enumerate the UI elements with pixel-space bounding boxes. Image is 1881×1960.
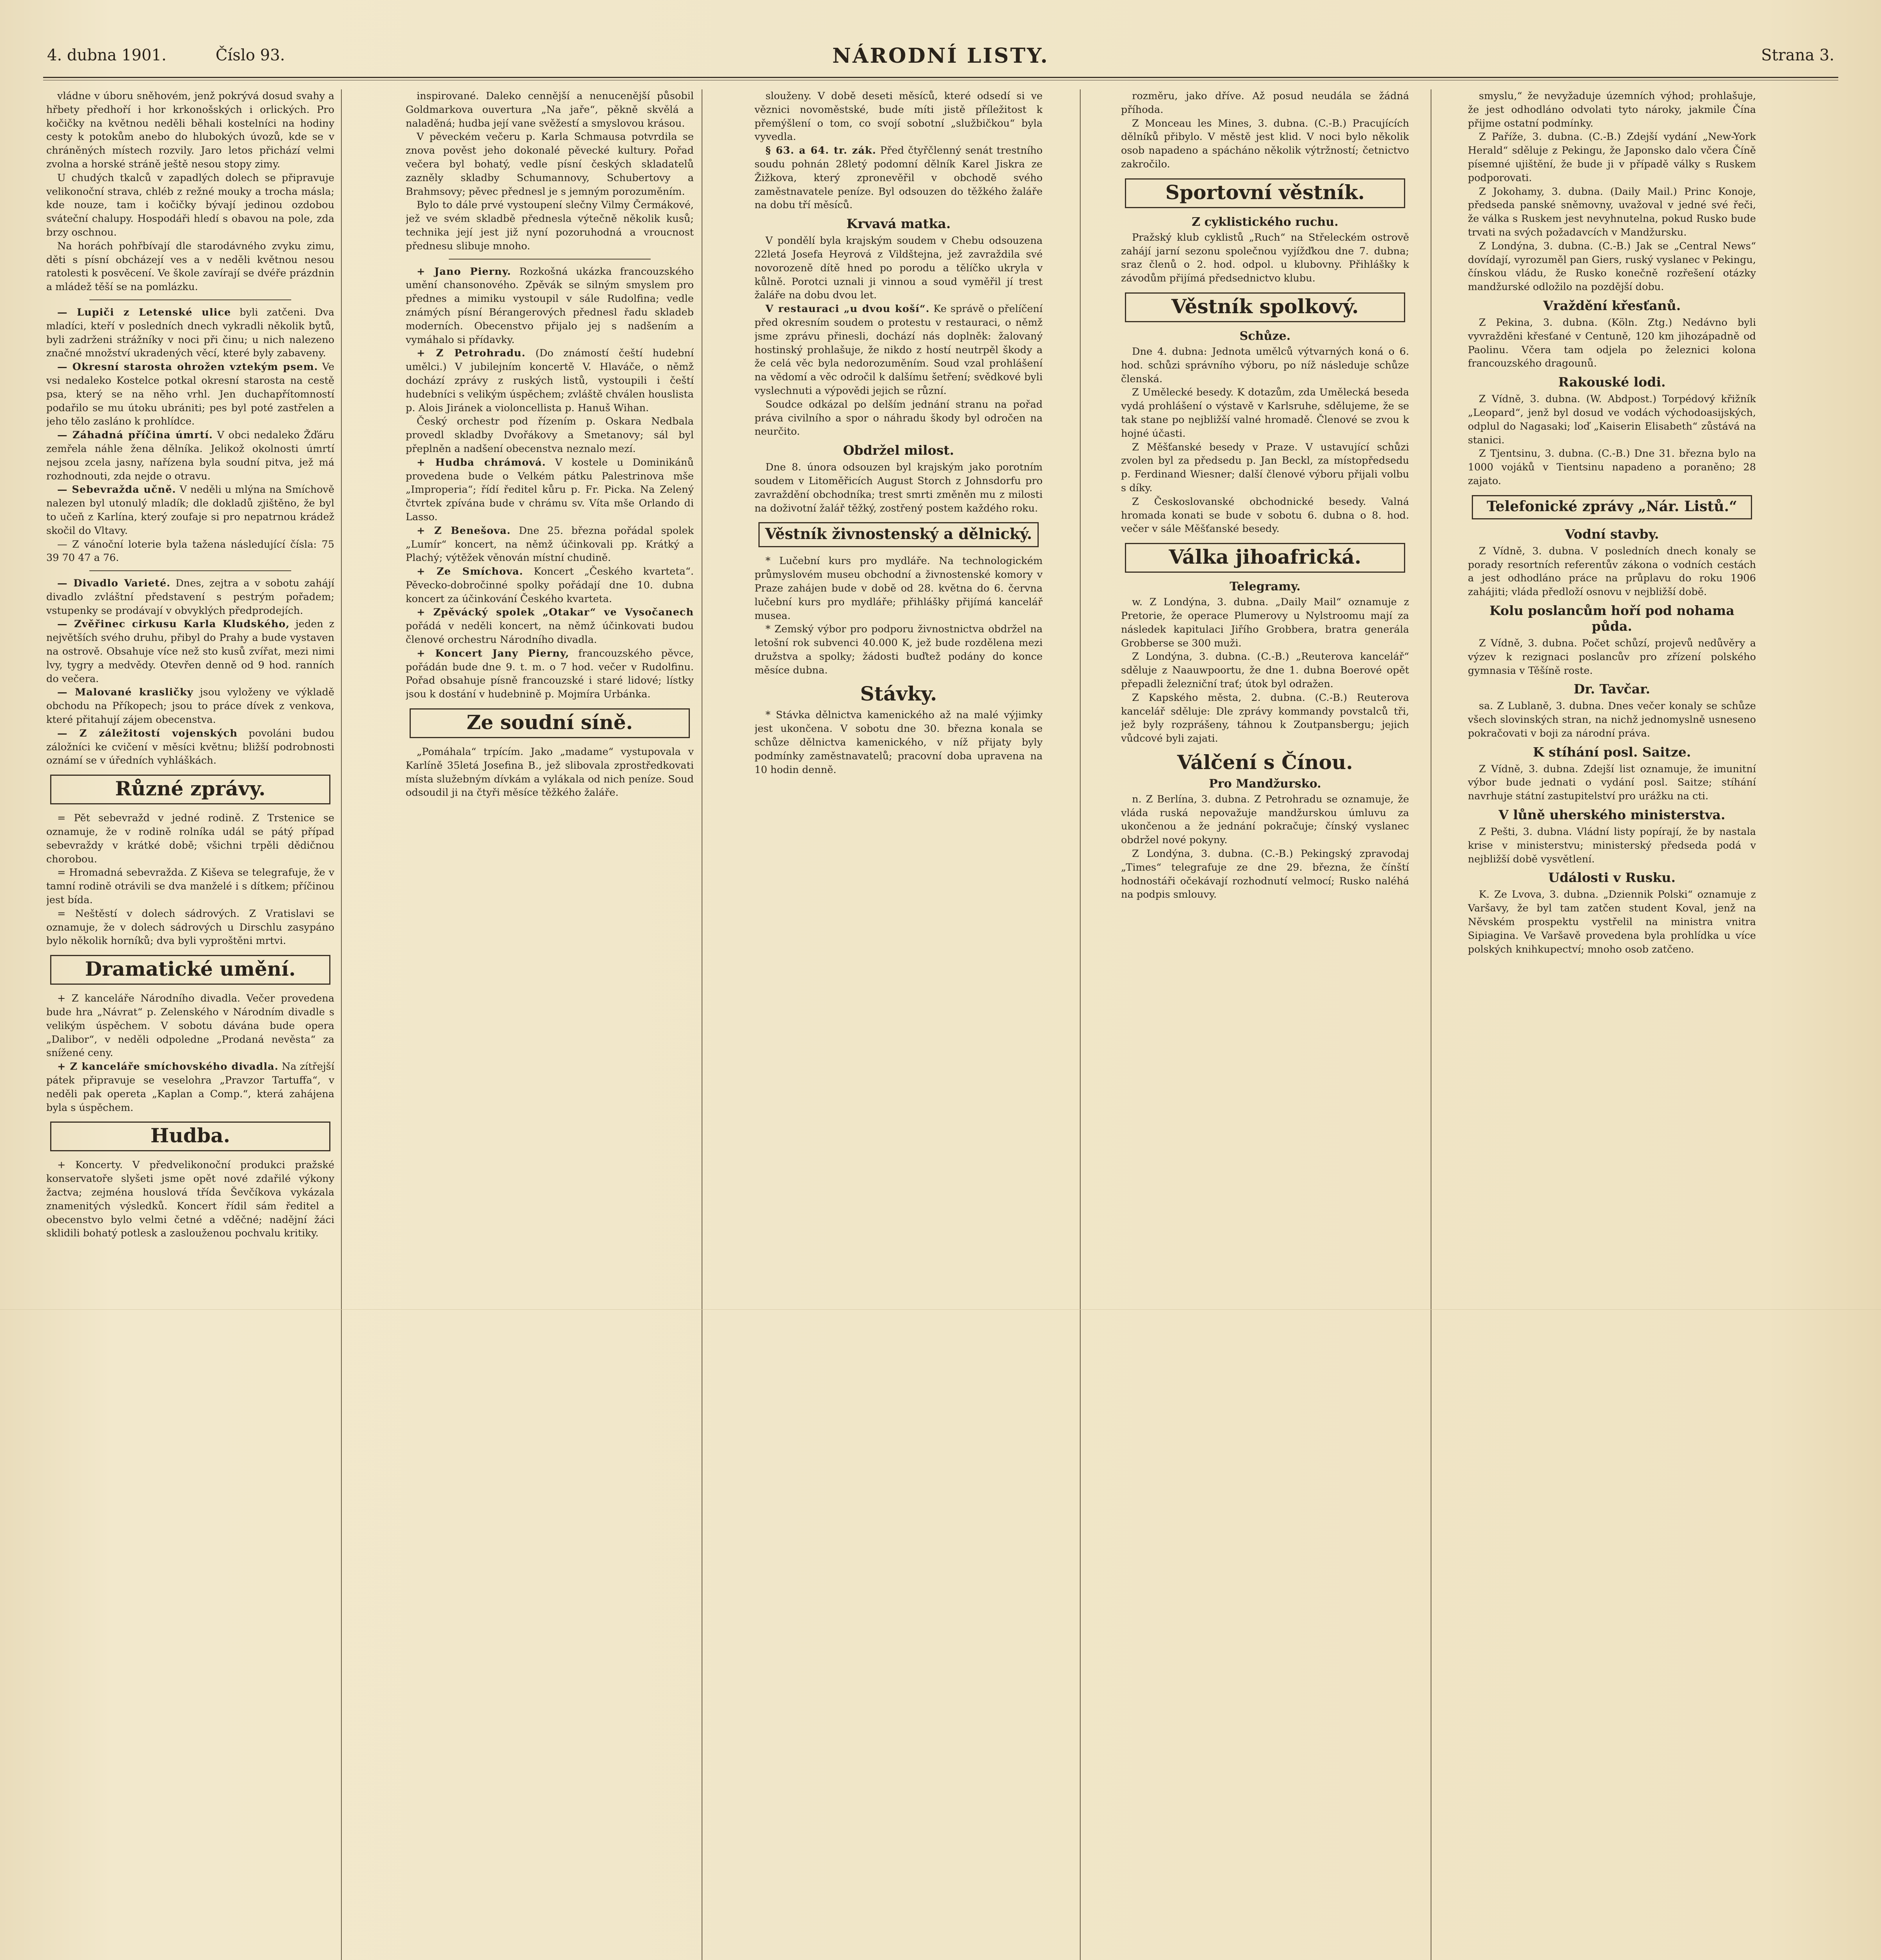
article-heading: Dr. Tavčar. bbox=[1573, 681, 1651, 697]
paragraph: Z Vídně, 3. dubna. (W. Abdpost.) Torpédový křižník „Leopard“, jenž byl dosud ve vodách východoasijských, odplul do Nagasaki; loď „Kaiserin Elisabeth“ zůstává na stanici. bbox=[1468, 393, 1756, 446]
paragraph: Na horách pohřbívají dle starodávného zvyku zimu, děti s písní obcházejí ves a v neděli květnou nesou ratolesti k posvěcení. Ve škole zavírají se dvéře prázdnin a mládež těší se na pomlázku. bbox=[46, 240, 334, 293]
sub-heading: Z cyklistického ruchu. bbox=[1192, 215, 1339, 229]
divider bbox=[89, 299, 291, 300]
section-heading: Různé zprávy. bbox=[50, 775, 330, 804]
article-lead: — Z záležitostí vojenských bbox=[57, 727, 238, 739]
article-text: V kostele u Dominikánů provedena bude o Velkém pátku Palestrinova mše „Improperia“; řídí ředitel kůru p. Fr. Picka. Na Zelený čtvrtek zpívána bude v chrámu sv. Víta mše Orlando di Lasso. bbox=[406, 456, 694, 523]
article-text: Koncert „Českého kvarteta“. Pěvecko-dobročinné spolky pořádají dne 10. dubna koncert za účinkování Českého kvarteta. bbox=[406, 566, 694, 605]
issue-date: 4. dubna 1901. bbox=[47, 46, 167, 64]
paragraph: * Zemský výbor pro podporu živnostnictva obdržel na letošní rok subvenci 40.000 K, jež bude rozdělena mezi družstva a spolky; žádosti buďtež podány do konce měsíce dubna. bbox=[755, 623, 1043, 676]
article-lead: + Ze Smíchova. bbox=[417, 566, 523, 578]
paragraph: Dne 8. února odsouzen byl krajským jako porotním soudem v Litoměřicích August Storch z Johnsdorfu pro zavraždění obchodníka; trest smrti změněn mu z milosti na doživotní žalář těžký, zostřený postem každého roku. bbox=[755, 461, 1043, 514]
article-heading: Vraždění křesťanů. bbox=[1543, 298, 1681, 313]
article-text: jeden z největších svého druhu, přibyl do Prahy a bude vystaven na ostrově. Obsahuje více než sto kusů zvířat, mezi nimi lvy, tygry a medvědy. Otevřen denně od 9 hod. ranních do večera. bbox=[46, 618, 334, 685]
article-heading: Krvavá matka. bbox=[846, 216, 951, 232]
article-text: V neděli u mlýna na Smíchově nalezen byl utonulý mladík; dle dokladů zjištěno, že byl to učeň z Karlína, který zoufaje si pro nepatrnou krádež skočil do Vltavy. bbox=[46, 484, 334, 537]
column-3 bbox=[755, 89, 1043, 1960]
sub-heading: Telegramy. bbox=[1230, 580, 1301, 594]
paragraph: w. Z Londýna, 3. dubna. „Daily Mail“ oznamuje z Pretorie, že operace Plumerovy u Nylstroomu mají za následek kapitulaci Jiřího Grobbera, bratra generála Grobberse se 300 muži. bbox=[1121, 596, 1409, 649]
paragraph: n. Z Berlína, 3. dubna. Z Petrohradu se oznamuje, že vláda ruská nepovažuje mandžurskou úmluvu za ukončenou a že jednání pokračuje; čínský vyslanec obdržel nové pokyny. bbox=[1121, 793, 1409, 846]
divider bbox=[449, 259, 651, 260]
paragraph: Dne 4. dubna: Jednota umělců výtvarných koná o 6. hod. schůzi správního výboru, po níž následuje schůze členská. bbox=[1121, 345, 1409, 385]
article-lead: — Záhadná příčina úmrtí. bbox=[57, 429, 213, 441]
column-2 bbox=[406, 89, 694, 1960]
paragraph: Soudce odkázal po delším jednání stranu na pořad práva civilního a spor o náhradu škody byl odročen na neurčito. bbox=[755, 398, 1043, 438]
article-text: francouzského pěvce, pořádán bude dne 9. t. m. o 7 hod. večer v Rudolfinu. Pořad obsahuje písně francouzské i staré lidové; lístky jsou k dostání v hudebnině p. Mojmíra Urbánka. bbox=[406, 647, 694, 701]
article-text: Dnes, zejtra a v sobotu zahájí divadlo zvláštní představení s pestrým pořadem; vstupenky se prodávají v obvyklých předprodejích. bbox=[46, 577, 334, 617]
section-heading: Sportovní věstník. bbox=[1125, 178, 1405, 208]
paragraph: + Z kanceláře Národního divadla. Večer provedena bude hra „Návrat“ p. Zelenského v Národním divadle s velikým úspěchem. V sobotu dávána bude opera „Dalibor“, v neděli odpoledne „Prodaná nevěsta“ za snížené ceny. bbox=[46, 993, 334, 1059]
article-lead: + Jano Pierny. bbox=[417, 265, 511, 278]
paragraph: Český orchestr pod řízením p. Oskara Nedbala provedl skladby Dvořákovy a Smetanovy; sál byl přeplněn a nadšení obecenstva neznalo mezí. bbox=[406, 416, 694, 455]
section-heading: Telefonické zprávy „Nár. Listů.“ bbox=[1472, 495, 1752, 519]
column-5 bbox=[1468, 89, 1756, 1960]
paragraph: = Hromadná sebevražda. Z Kiševa se telegrafuje, že v tamní rodině otrávili se dva manželé i s dítkem; příčinou jest bída. bbox=[46, 867, 334, 906]
paragraph: Z Vídně, 3. dubna. Zdejší list oznamuje, že imunitní výbor bude jednati o vydání posl. Saitze; stíhání navrhuje státní zastupitelství pro urážku na cti. bbox=[1468, 763, 1756, 802]
issue-number: Číslo 93. bbox=[216, 46, 285, 64]
article-text: (Do známostí čeští hudební umělci.) V jubilejním koncertě V. Hlaváče, o němž dochází zprávy z ruských listů, vystoupili i čeští hudebníci s velikým úspěchem; zvláště chválen houslista p. Alois Jiránek a violoncellista p. Hanuš Wihan. bbox=[406, 347, 694, 414]
paragraph: inspirované. Daleko cennější a nenucenější působil Goldmarkova ouvertura „Na jaře“, pěkně skvělá a naladěná; hudba její vane svěžestí a smyslovou krásou. bbox=[406, 90, 694, 129]
section-heading: Dramatické umění. bbox=[50, 955, 330, 985]
article-heading: Vodní stavby. bbox=[1565, 526, 1659, 542]
divider bbox=[89, 570, 291, 571]
section-heading: Válčení s Čínou. bbox=[1177, 750, 1353, 774]
article-text: Dne 25. března pořádal spolek „Lumír“ koncert, na němž účinkovali pp. Krátký a Plachý; výtěžek věnován místní chudině. bbox=[406, 524, 694, 564]
section-heading: Věstník živnostenský a dělnický. bbox=[758, 522, 1039, 547]
paragraph: V pěveckém večeru p. Karla Schmausa potvrdila se znova pověst jeho dokonalé pěvecké kultury. Pořad večera byl bohatý, vedle písní českých skladatelů zazněly skladby Schumannovy, Schubertovy a Brahmsovy; pěvec přednesl je s jemným porozuměním. bbox=[406, 131, 694, 198]
article-lead: + Z Petrohradu. bbox=[417, 347, 526, 359]
paragraph: Z Pekina, 3. dubna. (Köln. Ztg.) Nedávno byli vyvražděni křesťané v Centuně, 120 km jihozápadně od Paolinu. Včera tam odjela po železnici kolona francouzského dragounů. bbox=[1468, 316, 1756, 370]
article-lead: + Hudba chrámová. bbox=[417, 456, 546, 468]
article-lead: — Divadlo Varieté. bbox=[57, 577, 171, 590]
paragraph: sa. Z Lublaně, 3. dubna. Dnes večer konaly se schůze všech slovinských stran, na nichž jednomyslně usneseno pokračovati v boji za národní práva. bbox=[1468, 700, 1756, 739]
paragraph: Z Londýna, 3. dubna. (C.-B.) „Reuterova kancelář“ sděluje z Naauwpoortu, že dne 1. dubna Boerové opět přepadli železniční trať; útok byl odražen. bbox=[1121, 651, 1409, 690]
article-heading: V lůně uherského ministerstva. bbox=[1498, 807, 1725, 823]
masthead-title: NÁRODNÍ LISTY. bbox=[832, 44, 1049, 68]
article-lead: + Koncert Jany Pierny, bbox=[417, 647, 570, 659]
page-number: Strana 3. bbox=[1761, 46, 1834, 64]
paragraph: + Koncerty. V předvelikonoční produkci pražské konservatoře slyšeti jsme opět nové zdařilé výkony žactva; zejména houslová třída Ševčíkova vykázala znamenitých výsledků. Koncert řídil sám ředitel a obecenstvo bylo velmi četné a vděčné; nadějní žáci sklidili bohatý potlesk a zaslouženou pochvalu kritiky. bbox=[46, 1159, 334, 1240]
paragraph: Z Monceau les Mines, 3. dubna. (C.-B.) Pracujících dělníků přibylo. V městě jest klid. V noci bylo několik osob napadeno a spácháno několik výtržností; četnictvo zakročilo. bbox=[1121, 117, 1409, 170]
article-lead: + Zpěvácký spolek „Otakar“ ve Vysočanech bbox=[417, 606, 694, 619]
section-heading: Stávky. bbox=[860, 682, 937, 706]
paragraph: Z Londýna, 3. dubna. (C.-B.) Jak se „Central News“ dovídají, vyrozuměl pan Giers, ruský vyslanec v Pekingu, čínskou vládu, že Rusko konečně rozřešení otázky mandžurské odložilo na pozdější dobu. bbox=[1468, 240, 1756, 293]
paragraph: Z Londýna, 3. dubna. (C.-B.) Pekingský zpravodaj „Times“ telegrafuje ze dne 29. března, že čínští hodnostáři očekávají rozhodnutí velmocí; Rusko naléhá na podpis smlouvy. bbox=[1121, 848, 1409, 901]
lottery-numbers: — Z vánoční loterie byla tažena následující čísla: 75 39 70 47 a 76. bbox=[46, 538, 334, 564]
article-lead: — Zvěřinec cirkusu Karla Kludského, bbox=[57, 618, 290, 630]
article-text: Ve vsi nedaleko Kostelce potkal okresní starosta na cestě psa, který se na něho vrhl. Jen duchapřítomností podařilo se mu útoku ubrániti; pes byl poté zastřelen a jeho tělo zasláno k prohlídce. bbox=[46, 361, 334, 428]
paragraph: Z Tjentsinu, 3. dubna. (C.-B.) Dne 31. března bylo na 1000 vojáků v Tientsinu napadeno a poraněno; 28 zajato. bbox=[1468, 448, 1756, 487]
paragraph: U chudých tkalců v zapadlých dolech se připravuje velikonoční strava, chléb z režné mouky a trocha másla; kde nouze, tam i kočičky bývají jedinou ozdobou sváteční chalupy. Hospodáři hledí s obavou na pole, zda brzy oschnou. bbox=[46, 172, 334, 238]
paragraph: Bylo to dále prvé vystoupení slečny Vilmy Čermákové, jež ve svém skladbě přednesla výtečně několik kusů; technika její jest již nyní pozoruhodná a vroucnost přednesu slibuje mnoho. bbox=[406, 199, 694, 252]
article-lead: — Sebevražda učně. bbox=[57, 484, 176, 496]
article-text: byli zatčeni. Dva mladíci, kteří v posledních dnech vykradli několik bytů, byli zadrženi strážníky v noci při činu; u nich nalezeno značné množství ukradených věcí, které byly zabaveny. bbox=[46, 306, 334, 359]
article-text: V obci nedaleko Žďáru zemřela náhle žena dělníka. Jelikož okolnosti úmrtí nejsou zcela jasny, nařízena byla soudní pitva, jež má rozhodnouti, zda nejde o otravu. bbox=[46, 429, 334, 482]
header-rule bbox=[43, 77, 1838, 78]
article-lead: + Z Benešova. bbox=[417, 524, 511, 537]
paragraph: * Lučební kurs pro mydláře. Na technologickém průmyslovém museu obchodní a živnostenské komory v Praze zahájen bude v době od 28. května do 6. června lučební kurs pro mydláře; přihlášky přijímá kancelář musea. bbox=[755, 555, 1043, 622]
article-text: Na zítřejší pátek připravuje se veselohra „Pravzor Tartuffa“, v neděli pak opereta „Kaplan a Comp.“, která zahájena byla s úspěchem. bbox=[46, 1061, 334, 1114]
article-lead: — Lupiči z Letenské ulice bbox=[57, 306, 231, 318]
paragraph: „Pomáhala“ trpícím. Jako „madame“ vystupovala v Karlíně 35letá Josefina B., jež slibovala zprostředkovati místa služebným dívkám a vylákala od nich peníze. Soud odsoudil ji na čtyři měsíce těžkého žaláře. bbox=[406, 746, 694, 799]
column-divider bbox=[1080, 89, 1081, 1960]
paragraph: slouženy. V době deseti měsíců, které odsedí si ve věznici novoměstské, bude míti jistě příležitost k přemýšlení o tom, co svojí sobotní „službičkou“ byla vyvedla. bbox=[755, 90, 1043, 143]
article-heading: Kolu poslancům hoří pod nohama půda. bbox=[1489, 603, 1734, 634]
article-lead: — Malované krasličky bbox=[57, 686, 194, 699]
paragraph: rozměru, jako dříve. Až posud neudála se žádná příhoda. bbox=[1121, 90, 1409, 116]
paragraph: Z Kapského města, 2. dubna. (C.-B.) Reuterova kancelář sděluje: Dle zprávy kommandy povstalců tři, jež byly rozprášeny, táhnou k Zoutpansbergu; jejich vůdcové byli zajati. bbox=[1121, 691, 1409, 745]
section-heading: Hudba. bbox=[50, 1122, 330, 1151]
article-text: Před čtyřčlenný senát trestního soudu pohnán 28letý podomní dělník Karel Jiskra ze Žižkova, který zpronevěřil v obchodě svého zaměstnavatele peníze. Byl odsouzen do těžkého žaláře na dobu tří měsíců. bbox=[755, 145, 1043, 211]
article-lead: — Okresní starosta ohrožen vztekým psem. bbox=[57, 361, 318, 373]
section-heading: Ze soudní síně. bbox=[410, 708, 690, 738]
paper-crease bbox=[0, 1309, 1881, 1310]
paragraph: smyslu,“ že nevyžaduje územních výhod; prohlašuje, že jest odhodláno odvolati tyto nároky, jakmile Čína přijme ostatní podmínky. bbox=[1468, 90, 1756, 129]
column-divider bbox=[341, 89, 342, 1960]
paragraph: = Neštěstí v dolech sádrových. Z Vratislavi se oznamuje, že v dolech sádrových u Dirschlu zasypáno bylo několik horníků; dva byli vyproštěni mrtvi. bbox=[46, 907, 334, 947]
page-header bbox=[47, 46, 1834, 74]
paragraph: Z Vídně, 3. dubna. V posledních dnech konaly se porady resortních referentův zákona o vodních cestách a jest odhodláno práce na průplavu do roku 1906 zahájiti; vláda předloží osnovu v nejbližší době. bbox=[1468, 545, 1756, 598]
paragraph: Z Pešti, 3. dubna. Vládní listy popírají, že by nastala krise v ministerstvu; ministerský předseda podá v nejbližší době vysvětlení. bbox=[1468, 826, 1756, 865]
section-heading: Věstník spolkový. bbox=[1125, 292, 1405, 322]
sub-heading: Pro Mandžursko. bbox=[1209, 777, 1321, 791]
column-1 bbox=[46, 89, 334, 1960]
paragraph: Z Měšťanské besedy v Praze. V ustavující schůzi zvolen byl za předsedu p. Jan Beckl, za místopředsedu p. Ferdinand Wiesner; další členové výboru přijali volbu s díky. bbox=[1121, 441, 1409, 494]
paragraph: Z Umělecké besedy. K dotazům, zda Umělecká beseda vydá prohlášení o výstavě v Karlsruhe, sdělujeme, že se tak stane po nejbližší valné hromadě. Členové se zvou k hojné účasti. bbox=[1121, 387, 1409, 439]
article-heading: K stíhání posl. Saitze. bbox=[1533, 744, 1691, 760]
column-4 bbox=[1121, 89, 1409, 1960]
paragraph: * Stávka dělnictva kamenického až na malé výjimky jest ukončena. V sobotu dne 30. března konala se schůze dělnictva kamenického, v níž přijaty byly podmínky zaměstnavatelů; pracovní doba upravena na 10 hodin denně. bbox=[755, 709, 1043, 776]
paragraph: Z Jokohamy, 3. dubna. (Daily Mail.) Princ Konoje, předseda panské sněmovny, uvažoval v jedné své řeči, že válka s Ruskem jest nevyhnutelna, pokud Rusko bude trvati na svých požadavcích v Mandžursku. bbox=[1468, 185, 1756, 238]
paragraph: = Pět sebevražd v jedné rodině. Z Trstenice se oznamuje, že v rodině rolníka udál se pátý případ sebevraždy v krátké době; všichni trpěli dědičnou chorobou. bbox=[46, 812, 334, 865]
sub-heading: Schůze. bbox=[1239, 329, 1291, 343]
article-lead: + Z kanceláře smíchovského divadla. bbox=[57, 1061, 279, 1073]
article-text: pořádá v neděli koncert, na němž účinkovati budou členové orchestru Národního divadla. bbox=[406, 620, 694, 646]
article-lead: § 63. a 64. tr. zák. bbox=[765, 145, 876, 157]
article-text: Ke správě o přelíčení před okresním soudem o protestu v restauraci, o němž jsme zprávu přinesli, dochází nás doplněk: žalovaný hostinský prohlašuje, že nikdo z hostí neutrpěl škody a že celá věc byla nedorozuměním. Soud vzal prohlášení na vědomí a věc odročil k dalšímu šetření; svědkové byli vyslechnuti a výpovědi jejich se různí. bbox=[755, 303, 1043, 397]
paragraph: V pondělí byla krajským soudem v Chebu odsouzena 22letá Josefa Heyrová z Vildštejna, jež zavraždila své novorozeně dítě hned po porodu a tělíčko ukryla v kůlně. Porotci uznali ji vinnou a soud vyměřil jí trest žaláře na dobu dvou let. bbox=[755, 235, 1043, 301]
paragraph: K. Ze Lvova, 3. dubna. „Dziennik Polski“ oznamuje z Varšavy, že byl tam zatčen student Koval, jenž na Něvském prospektu vystřelil na ministra vnitra Sipiagina. Ve Varšavě provedena byla prohlídka u více polských knihkupectví; mnoho osob zatčeno. bbox=[1468, 889, 1756, 955]
article-text: povoláni budou záložníci ke cvičení v měsíci květnu; bližší podrobnosti oznámí se v úředních vyhláškách. bbox=[46, 727, 334, 767]
article-heading: Rakouské lodi. bbox=[1558, 374, 1666, 390]
article-text: jsou vyloženy ve výkladě obchodu na Příkopech; jsou to práce dívek z venkova, které přitahují zájem obecenstva. bbox=[46, 686, 334, 726]
paragraph: Z Vídně, 3. dubna. Počet schůzí, projevů nedůvěry a výzev k rezignaci poslancův pro zřízení polského gymnasia v Těšíně roste. bbox=[1468, 637, 1756, 677]
paragraph: vládne v úboru sněhovém, jenž pokrývá dosud svahy a hřbety předhoří i hor krkonošských i orlických. Pro kočičky na květnou neděli běhali kostelníci na hodiny cesty k potokům anebo do hlubokých úvozů, kde se v chráněných místech rozvily. Jaro letos přichází velmi zvolna a horské stráně ještě nesou stopy zimy. bbox=[46, 90, 334, 170]
paragraph: Z Českoslovanské obchodnické besedy. Valná hromada konati se bude v sobotu 6. dubna o 8. hod. večer v sále Měšťanské besedy. bbox=[1121, 495, 1409, 535]
article-heading: Události v Rusku. bbox=[1548, 870, 1676, 886]
article-lead: V restauraci „u dvou koší“. bbox=[765, 303, 930, 315]
section-heading: Válka jihoafrická. bbox=[1125, 543, 1405, 573]
article-text: Rozkošná ukázka francouzského umění chansonového. Zpěvák se silným smyslem pro přednes a mimiku vystoupil v sále Rudolfina; vedle známých písní Bérangerových přednesl řadu skladeb moderních. Obecenstvo přijalo jej s nadšením a vymáhalo si přídavky. bbox=[406, 265, 694, 346]
paragraph: Pražský klub cyklistů „Ruch“ na Střeleckém ostrově zahájí jarní sezonu společnou vyjížďkou dne 7. dubna; sraz členů o 2. hod. odpol. u klubovny. Přihlášky k závodům přijímá předsednictvo klubu. bbox=[1121, 231, 1409, 285]
article-heading: Obdržel milost. bbox=[843, 443, 954, 458]
paragraph: Z Paříže, 3. dubna. (C.-B.) Zdejší vydání „New-York Herald“ sděluje z Pekingu, že Japonsko dalo včera Číně písemné ujištění, že bude ji v případě války s Ruskem podporovati. bbox=[1468, 131, 1756, 184]
